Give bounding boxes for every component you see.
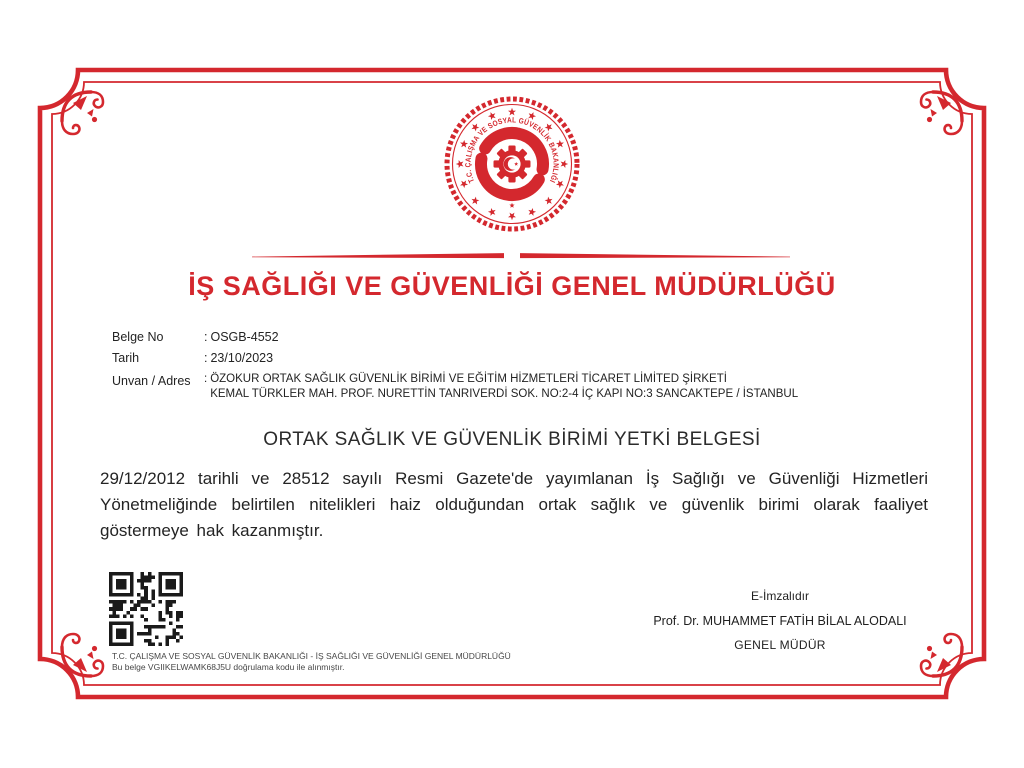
signer-name: Prof. Dr. MUHAMMET FATİH BİLAL ALODALI [653, 614, 907, 628]
page-title: İŞ SAĞLIĞI VE GÜVENLİĞİ GENEL MÜDÜRLÜĞÜ [188, 271, 836, 301]
certificate-heading: ORTAK SAĞLIK VE GÜVENLİK BİRİMİ YETKİ BELGESİ [263, 429, 761, 450]
field-value: OSGB-4552 [210, 330, 279, 344]
field-label: Tarih [112, 351, 140, 365]
field-value: 23/10/2023 [210, 351, 274, 365]
company-address-line: KEMAL TÜRKLER MAH. PROF. NURETTİN TANRIVERDİ SOK. NO:2-4 İÇ KAPI NO:3 SANCAKTEPE / İSTANBUL [210, 387, 799, 400]
field-value [210, 372, 952, 401]
field-separator: : [204, 330, 208, 344]
footer-verification-line: Bu belge VGIIKELWAMK68J5U doğrulama kodu ile alınmıştır. [112, 662, 345, 672]
header-divider [252, 253, 790, 258]
field-separator: : [204, 351, 208, 365]
emblem-bottom-star [509, 203, 514, 208]
ministry-emblem [437, 87, 587, 239]
signer-title: GENEL MÜDÜR [734, 638, 826, 652]
field-row-unvan-adres [112, 372, 952, 401]
qr-code [109, 572, 183, 646]
corner-ornament-bottom-left [62, 634, 103, 676]
field-row-tarih [112, 351, 952, 365]
corner-ornament-top-right [921, 92, 962, 134]
certificate-body-text: 29/12/2012 tarihli ve 28512 sayılı Resmi Gazete'de yayımlanan İş Sağlığı ve Güvenliği Hizmetleri Yönetmeliğinde belirtilen nitelikleri haiz olduğundan ortak sağlık ve güvenlik birimi olarak faaliyet göstermeye hak kazanmıştır. [100, 469, 928, 540]
document-fields [112, 330, 952, 408]
gear-crescent-icon [494, 146, 531, 183]
footer-ministry-line: T.C. ÇALIŞMA VE SOSYAL GÜVENLİK BAKANLIĞI - İŞ SAĞLIĞI VE GÜVENLİĞİ GENEL MÜDÜRLÜĞÜ [112, 651, 511, 661]
verification-footer [112, 651, 672, 673]
e-signature-label: E-İmzalıdır [750, 589, 809, 603]
signature-block [630, 589, 930, 652]
company-title-line: ÖZOKUR ORTAK SAĞLIK GÜVENLİK BİRİMİ VE EĞİTİM HİZMETLERİ TİCARET LİMİTED ŞİRKETİ [210, 373, 727, 385]
field-label: Belge No [112, 330, 164, 344]
ministry-name-curved: T.C. ÇALIŞMA VE SOSYAL GÜVENLİK BAKANLIĞI [463, 115, 561, 185]
field-label: Unvan / Adres [112, 374, 191, 388]
field-separator: : [204, 373, 208, 385]
corner-ornament-top-left [62, 92, 103, 134]
field-row-belge-no [112, 330, 952, 344]
